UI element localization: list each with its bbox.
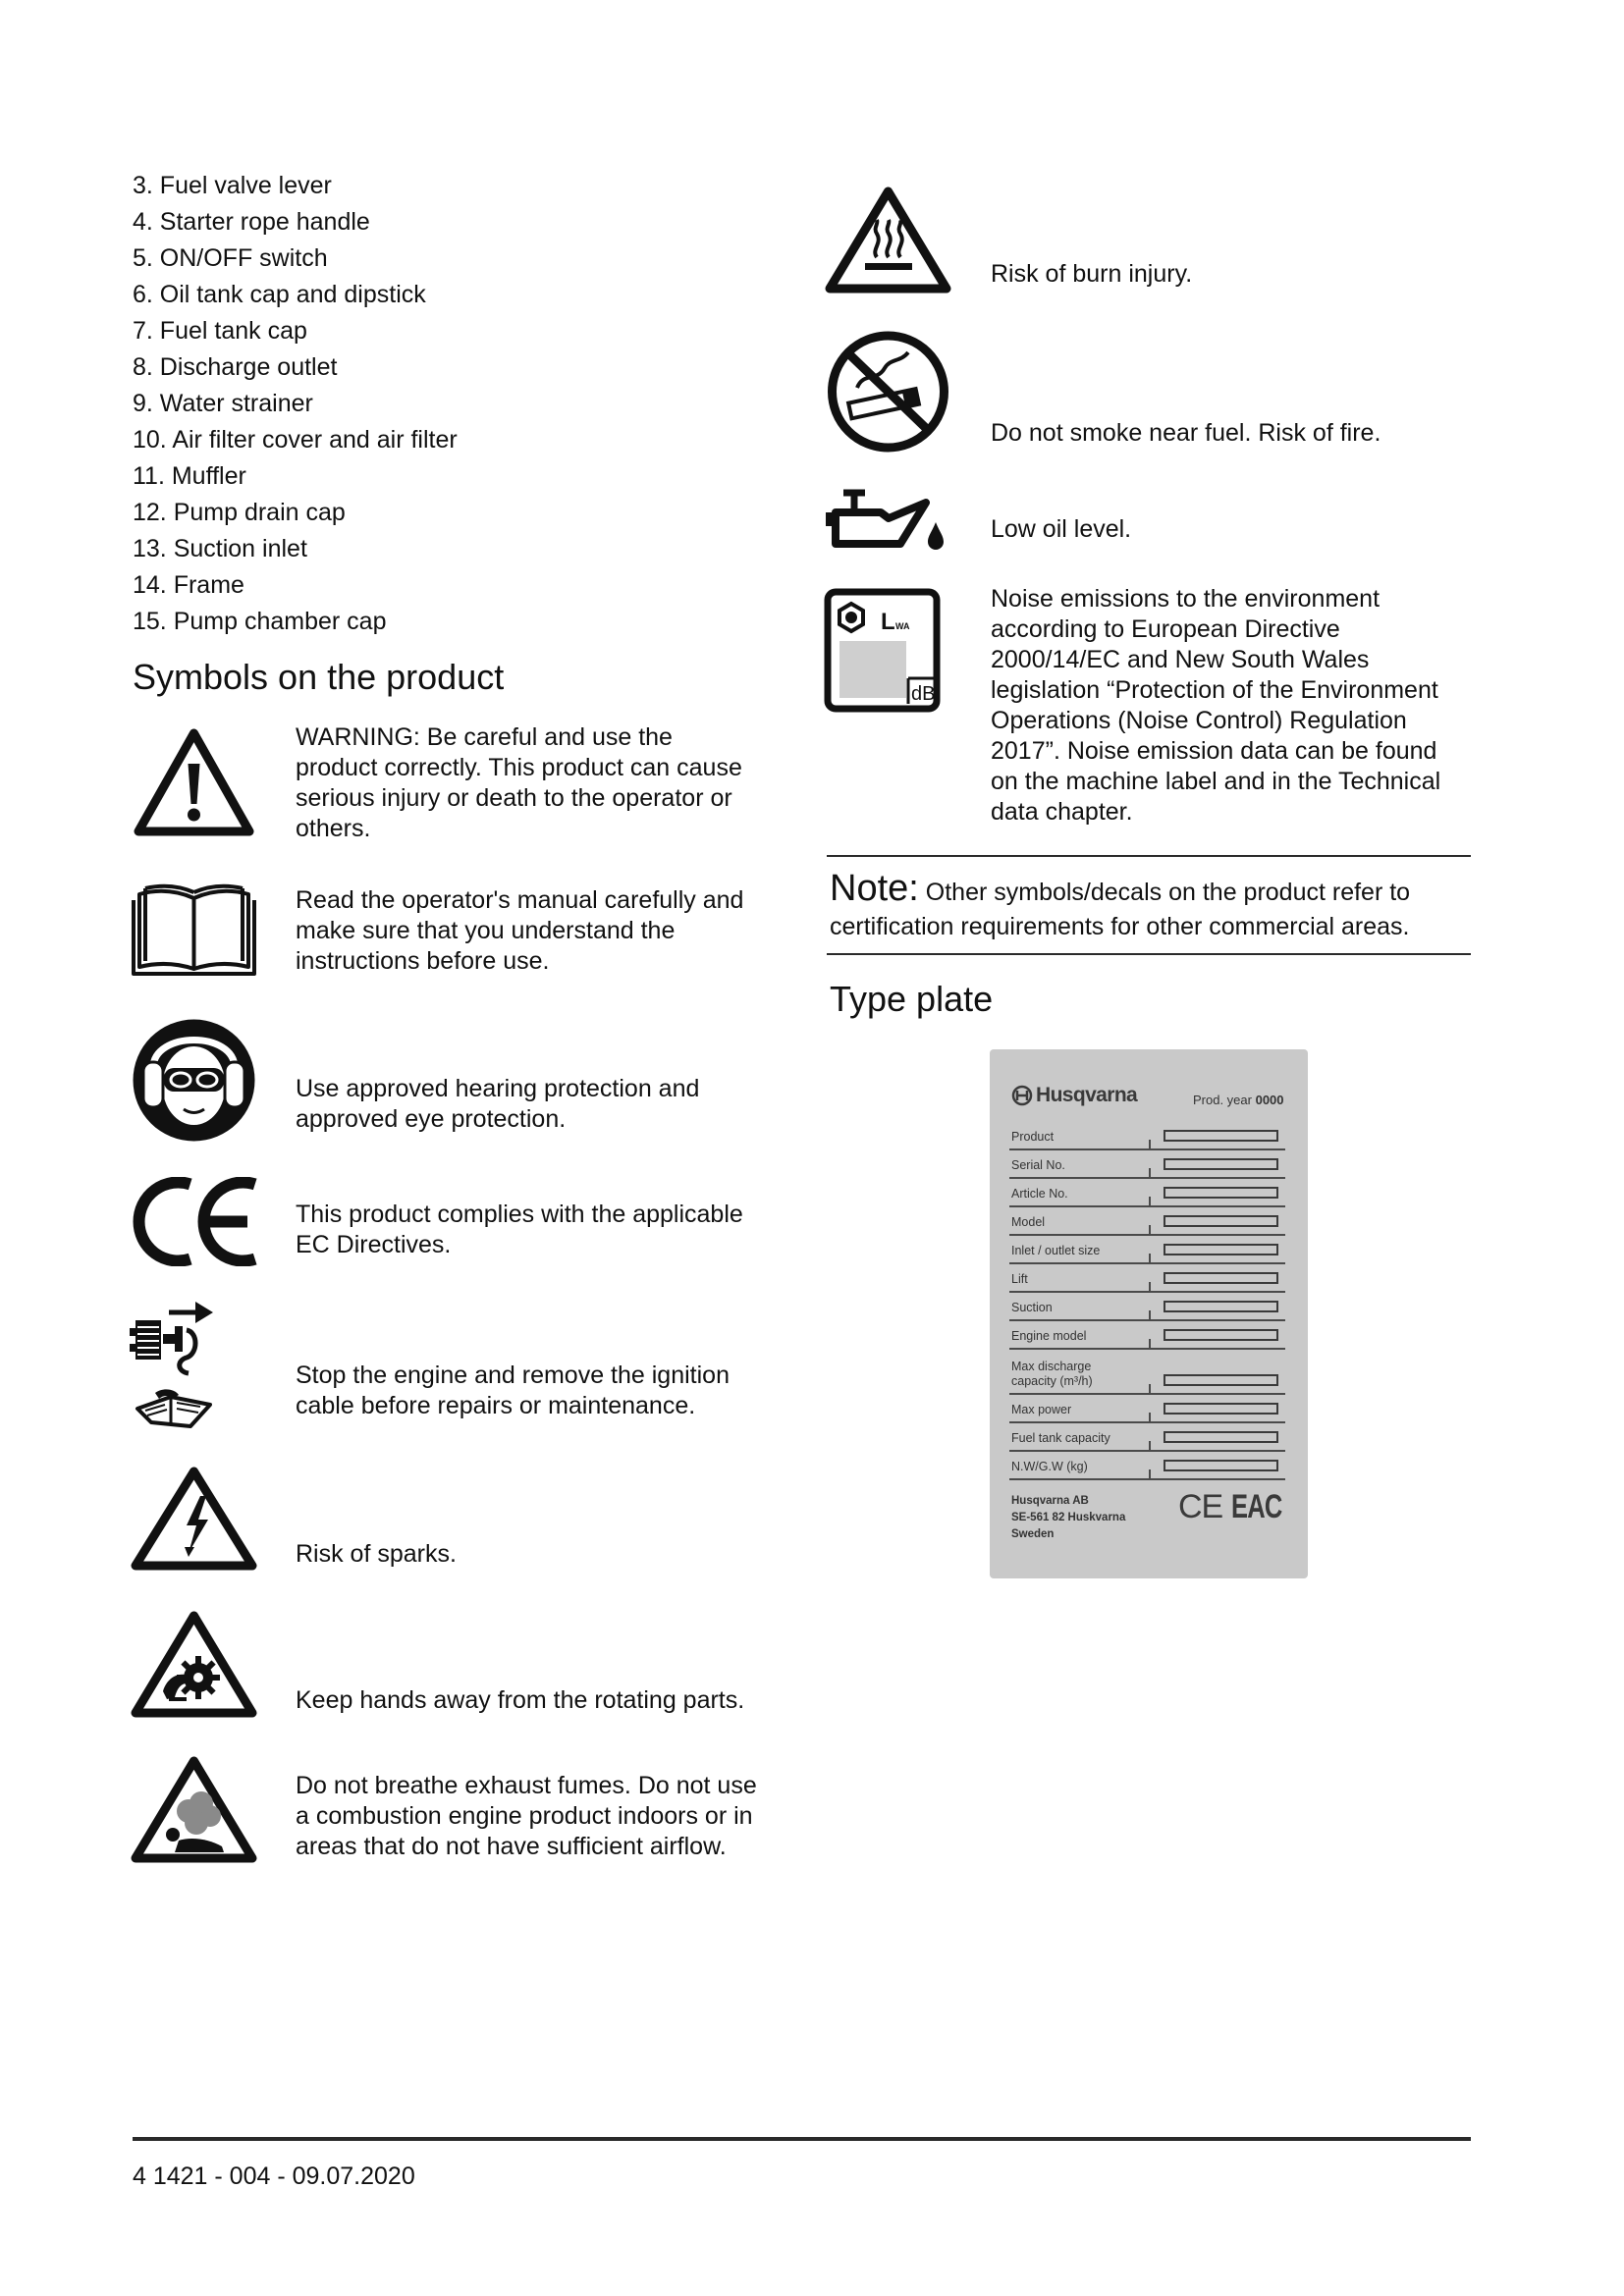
symbols-heading: Symbols on the product: [133, 657, 505, 697]
divider: [827, 953, 1471, 955]
exhaust-fumes-warning-icon: [130, 1754, 258, 1865]
footer-divider: [133, 2137, 1471, 2141]
ignition-text: Stop the engine and remove the ignition cable before repairs or maintenance.: [296, 1362, 730, 1419]
parts-list: [133, 168, 458, 640]
warning-text: WARNING: Be careful and use the product correctly. This product can cause serious injury or death to the operator or others.: [296, 723, 742, 842]
oil-text: Low oil level.: [991, 515, 1132, 543]
brand-name: Husqvarna: [1036, 1084, 1138, 1106]
list-item: 10. Air filter cover and air filter: [133, 426, 458, 454]
noise-emission-icon: [824, 588, 941, 713]
manual-text: Read the operator's manual carefully and make sure that you understand the instructions before use.: [296, 886, 744, 975]
ppe-text: Use approved hearing protection and approved eye protection.: [296, 1075, 700, 1133]
plate-row-value-box: [1164, 1431, 1278, 1443]
note-text: Other symbols/decals on the product refer to certification requirements for other commercial areas.: [830, 879, 1411, 940]
list-item: 5. ON/OFF switch: [133, 244, 328, 272]
plate-row-tick: [1149, 1225, 1151, 1234]
hearing-eye-protection-icon: [133, 1019, 255, 1142]
plate-row-label: Product: [1011, 1130, 1055, 1144]
plate-rows: [1009, 1122, 1285, 1480]
prod-year: [1193, 1093, 1284, 1108]
plate-row-value-box: [1164, 1460, 1278, 1471]
plate-row-value-box: [1164, 1272, 1278, 1284]
plate-row-label: Fuel tank capacity: [1011, 1431, 1110, 1445]
plate-row-label: Model: [1011, 1215, 1046, 1229]
plate-row-tick: [1149, 1140, 1151, 1148]
list-item: 7. Fuel tank cap: [133, 317, 307, 345]
plate-row: [1009, 1150, 1285, 1179]
plate-row-tick: [1149, 1384, 1151, 1393]
divider: [827, 855, 1471, 857]
plate-row: [1009, 1395, 1285, 1423]
warning-triangle-icon: [133, 726, 255, 838]
rotating-parts-warning-icon: [130, 1609, 258, 1720]
plate-row-value-box: [1164, 1158, 1278, 1170]
plate-row: [1009, 1293, 1285, 1321]
plate-row-value-box: [1164, 1187, 1278, 1199]
company-line: Sweden: [1011, 1528, 1055, 1540]
plate-row-label: Article No.: [1011, 1187, 1068, 1201]
list-item: 4. Starter rope handle: [133, 208, 370, 236]
plate-row-label: Serial No.: [1011, 1158, 1065, 1172]
prod-year-value: 0000: [1255, 1093, 1284, 1107]
company-line: SE-561 82 Huskvarna: [1011, 1512, 1126, 1523]
plate-row-tick: [1149, 1254, 1151, 1262]
footer-doc-number: 4 1421 - 004 - 09.07.2020: [133, 2163, 415, 2190]
prod-year-label: Prod. year: [1193, 1093, 1256, 1107]
operator-manual-icon: [130, 879, 258, 978]
plate-row: [1009, 1236, 1285, 1264]
plate-row-tick: [1149, 1197, 1151, 1205]
spark-warning-icon: [130, 1465, 258, 1573]
list-item: 14. Frame: [133, 571, 244, 599]
plate-row: [1009, 1321, 1285, 1350]
plate-row-value-box: [1164, 1374, 1278, 1386]
ce-text: This product complies with the applicable EC Directives.: [296, 1201, 743, 1258]
no-smoking-icon: [824, 329, 952, 454]
stop-engine-ignition-icon: [130, 1299, 214, 1429]
husqvarna-logo: [1011, 1083, 1137, 1108]
type-plate-heading: Type plate: [830, 979, 994, 1019]
plate-row-value-box: [1164, 1215, 1278, 1227]
sparks-text: Risk of sparks.: [296, 1540, 457, 1568]
list-item: 12. Pump drain cap: [133, 499, 346, 526]
company-line: Husqvarna AB: [1011, 1495, 1089, 1507]
low-oil-icon: [824, 487, 952, 554]
smoke-text: Do not smoke near fuel. Risk of fire.: [991, 419, 1381, 447]
ce-mark-icon: [130, 1177, 258, 1266]
plate-row: [1009, 1207, 1285, 1236]
hands-text: Keep hands away from the rotating parts.: [296, 1686, 745, 1714]
plate-row-label: Inlet / outlet size: [1011, 1244, 1101, 1257]
plate-row-label: Engine model: [1011, 1329, 1087, 1343]
fumes-text: Do not breathe exhaust fumes. Do not use a combustion engine product indoors or in areas that do not have sufficient airflow.: [296, 1772, 757, 1860]
plate-row-tick: [1149, 1413, 1151, 1421]
list-item: 15. Pump chamber cap: [133, 608, 387, 635]
list-item: 13. Suction inlet: [133, 535, 307, 562]
plate-row-label: Suction: [1011, 1301, 1053, 1314]
plate-row-label: Max power: [1011, 1403, 1072, 1416]
plate-row-tick: [1149, 1339, 1151, 1348]
eac-mark: EAC: [1231, 1488, 1282, 1525]
plate-row: [1009, 1350, 1285, 1395]
hot-surface-warning-icon: [824, 185, 952, 295]
plate-row-value-box: [1164, 1329, 1278, 1341]
plate-row-tick: [1149, 1469, 1151, 1478]
noise-label-sub: WA: [895, 621, 910, 631]
noise-text: Noise emissions to the environment according to European Directive 2000/14/EC and New South Wales legislation “Protection of the Environment Operations (Noise Control) Regulation 2017”. Noise emission data can be found on the machine label and in the Technical data chapter.: [991, 585, 1441, 826]
plate-row-label: N.W/G.W (kg): [1011, 1460, 1088, 1473]
plate-row-value-box: [1164, 1244, 1278, 1255]
note-label: Note:: [830, 868, 919, 909]
plate-row: [1009, 1264, 1285, 1293]
plate-row-tick: [1149, 1282, 1151, 1291]
plate-row-value-box: [1164, 1301, 1278, 1312]
list-item: 11. Muffler: [133, 462, 246, 490]
list-item: 3. Fuel valve lever: [133, 172, 332, 199]
noise-label: L: [881, 609, 895, 635]
plate-row-tick: [1149, 1310, 1151, 1319]
husqvarna-crown-icon: [1011, 1085, 1033, 1106]
note-block: [830, 868, 1411, 944]
plate-row-tick: [1149, 1168, 1151, 1177]
plate-row: [1009, 1122, 1285, 1150]
plate-row-tick: [1149, 1441, 1151, 1450]
plate-row: [1009, 1179, 1285, 1207]
manufacturer-address: [1011, 1493, 1125, 1543]
plate-row: [1009, 1423, 1285, 1452]
list-item: 6. Oil tank cap and dipstick: [133, 281, 426, 308]
list-item: 9. Water strainer: [133, 390, 313, 417]
ce-mark: CE: [1178, 1488, 1223, 1525]
type-plate: [990, 1049, 1308, 1578]
noise-unit: dB: [911, 683, 936, 705]
plate-row-value-box: [1164, 1130, 1278, 1142]
plate-row-label: Max discharge capacity (m³/h): [1011, 1360, 1093, 1388]
plate-row: [1009, 1452, 1285, 1480]
burn-text: Risk of burn injury.: [991, 260, 1193, 288]
plate-row-value-box: [1164, 1403, 1278, 1415]
list-item: 8. Discharge outlet: [133, 353, 338, 381]
plate-row-label: Lift: [1011, 1272, 1028, 1286]
